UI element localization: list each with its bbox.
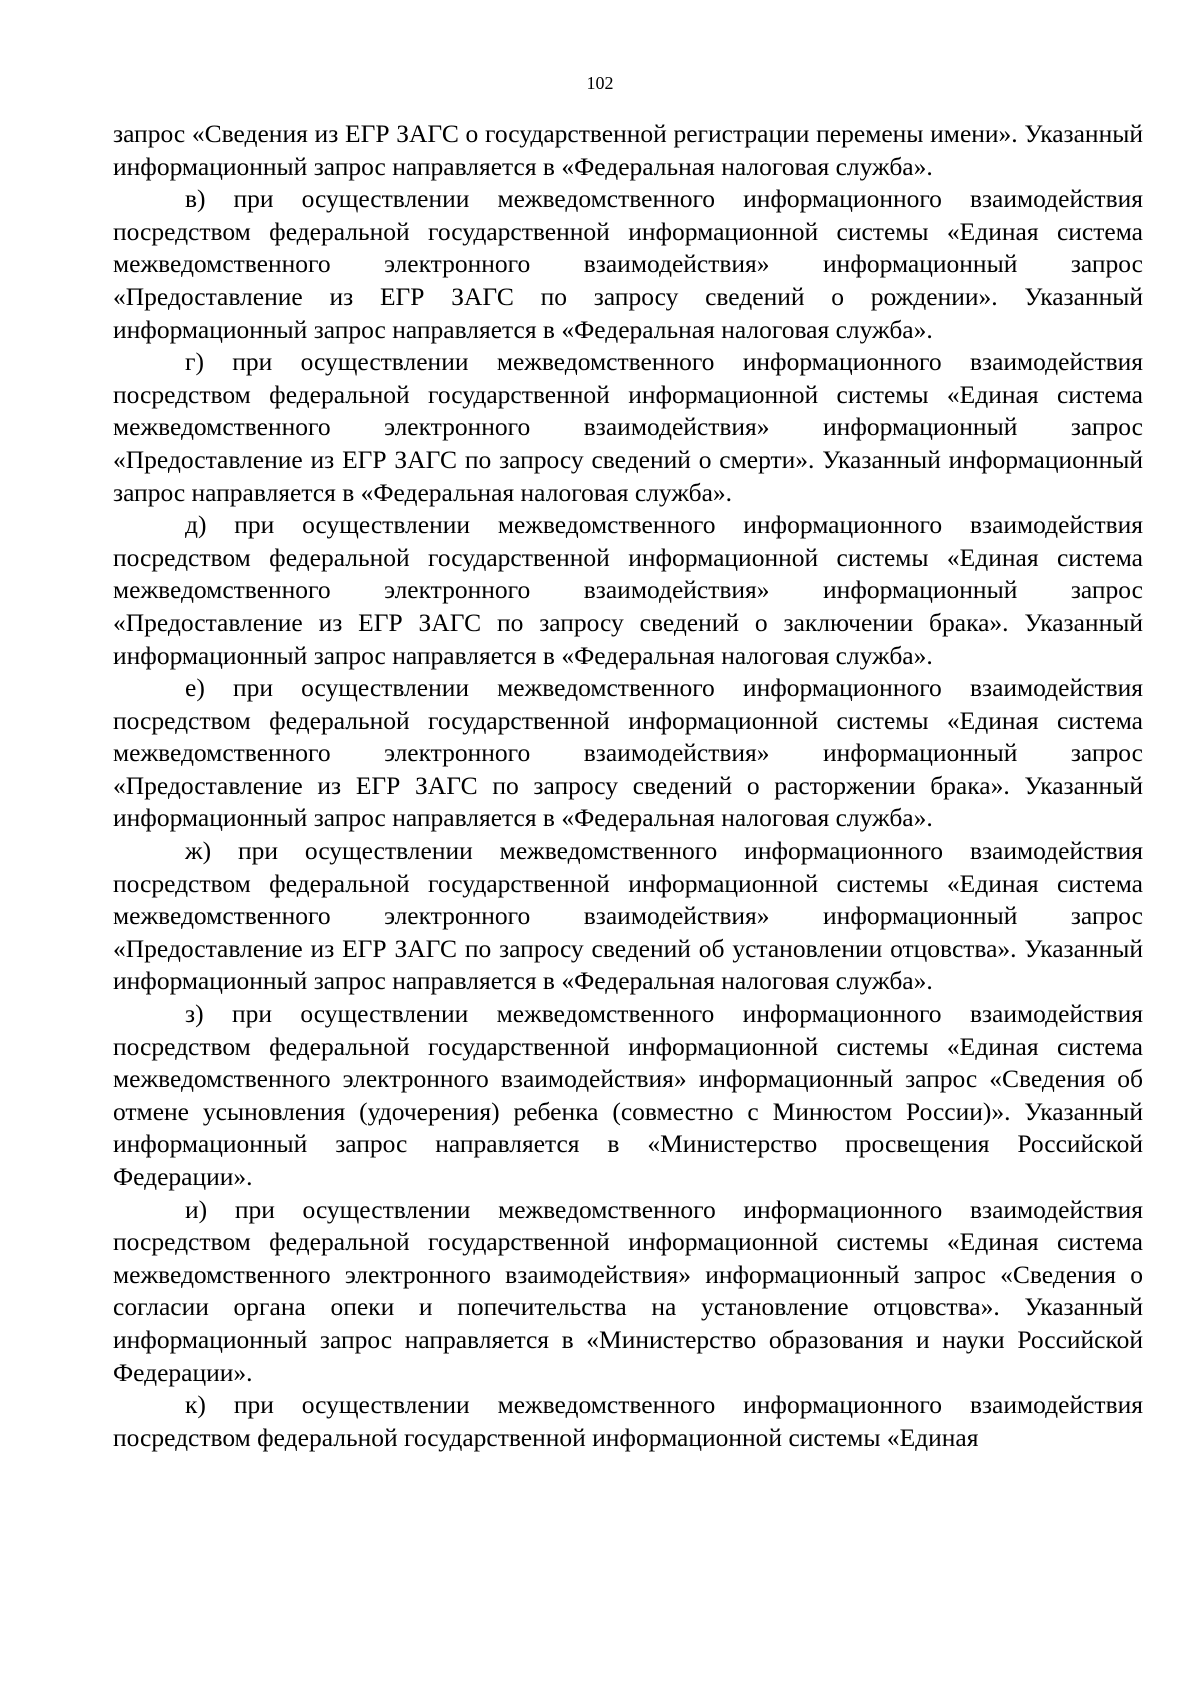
paragraph-item-v: в) при осуществлении межведомственного информационного взаимодействия посредством федеральной государственной информационной системы «Единая система межведомственного электронного взаимодействия» информационный запрос «Предоставление из ЕГР ЗАГС по запросу сведений о рождении». Указанный информационный запрос направляется в «Федеральная налоговая служба». bbox=[113, 184, 1143, 344]
page-number: 102 bbox=[586, 73, 614, 93]
document-body bbox=[113, 118, 1143, 1454]
paragraph-item-i: и) при осуществлении межведомственного информационного взаимодействия посредством федеральной государственной информационной системы «Единая система межведомственного электронного взаимодействия» информационный запрос «Сведения о согласии органа опеки и попечительства на установление отцовства». Указанный информационный запрос направляется в «Министерство образования и науки Российской Федерации». bbox=[113, 1194, 1143, 1387]
paragraph-item-d: д) при осуществлении межведомственного информационного взаимодействия посредством федеральной государственной информационной системы «Единая система межведомственного электронного взаимодействия» информационный запрос «Предоставление из ЕГР ЗАГС по запросу сведений о заключении брака». Указанный информационный запрос направляется в «Федеральная налоговая служба». bbox=[113, 510, 1143, 670]
paragraph-continuation: запрос «Сведения из ЕГР ЗАГС о государственной регистрации перемены имени». Указанный информационный запрос направляется в «Федеральная налоговая служба». bbox=[113, 119, 1143, 181]
paragraph-item-zh: ж) при осуществлении межведомственного информационного взаимодействия посредством федеральной государственной информационной системы «Единая система межведомственного электронного взаимодействия» информационный запрос «Предоставление из ЕГР ЗАГС по запросу сведений об установлении отцовства». Указанный информационный запрос направляется в «Федеральная налоговая служба». bbox=[113, 836, 1143, 996]
paragraph-item-e: е) при осуществлении межведомственного информационного взаимодействия посредством федеральной государственной информационной системы «Единая система межведомственного электронного взаимодействия» информационный запрос «Предоставление из ЕГР ЗАГС по запросу сведений о расторжении брака». Указанный информационный запрос направляется в «Федеральная налоговая служба». bbox=[113, 673, 1143, 833]
paragraph-item-z: з) при осуществлении межведомственного информационного взаимодействия посредством федеральной государственной информационной системы «Единая система межведомственного электронного взаимодействия» информационный запрос «Сведения об отмене усыновления (удочерения) ребенка (совместно с Минюстом России)». Указанный информационный запрос направляется в «Министерство просвещения Российской Федерации». bbox=[113, 999, 1143, 1191]
paragraph-item-k: к) при осуществлении межведомственного информационного взаимодействия посредством федеральной государственной информационной системы «Единая bbox=[113, 1390, 1143, 1452]
paragraph-item-g: г) при осуществлении межведомственного информационного взаимодействия посредством федеральной государственной информационной системы «Единая система межведомственного электронного взаимодействия» информационный запрос «Предоставление из ЕГР ЗАГС по запросу сведений о смерти». Указанный информационный запрос направляется в «Федеральная налоговая служба». bbox=[113, 347, 1143, 507]
